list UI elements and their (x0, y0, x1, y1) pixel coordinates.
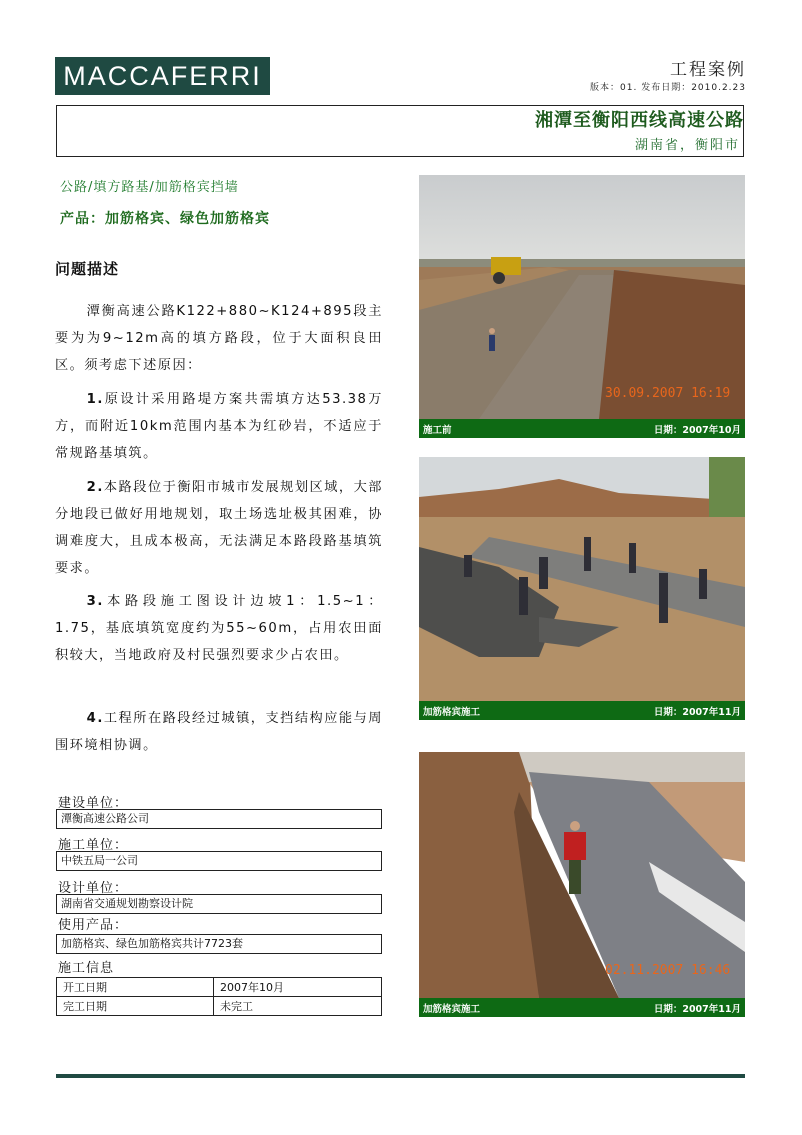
caption-date: 日期：2007年10月 (653, 424, 741, 436)
version-info: 版本：01. 发布日期：2010.2.23 (590, 83, 746, 93)
project-location: 湖南省，衡阳市 (634, 138, 740, 153)
designer-value: 湖南省交通规划勘察设计院 (56, 894, 382, 914)
owner-value: 潭衡高速公路公司 (56, 809, 382, 829)
photo-caption-before (419, 419, 745, 438)
product-line: 产品：加筋格宾、绿色加筋格宾 (60, 211, 270, 227)
caption-date: 日期：2007年11月 (653, 1003, 741, 1015)
item-number: 2. (86, 480, 104, 495)
photo-gabion-construction-2 (419, 752, 745, 998)
photo-timestamp: 30.09.2007 16:19 (605, 386, 731, 401)
caption-left: 加筋格宾施工 (423, 1003, 481, 1015)
document-type: 工程案例 (670, 60, 746, 80)
photo-timestamp: 02.11.2007 16:46 (605, 963, 731, 978)
problem-item-1 (55, 386, 383, 467)
start-date-value: 2007年10月 (214, 978, 382, 997)
item-text: 本路段位于衡阳市城市发展规划区域，大部分地段已做好用地规划，取土场选址极其困难，协调难度大，且成本极高，无法满足本路段路基填筑要求。 (55, 480, 383, 576)
end-date-label: 完工日期 (57, 997, 214, 1016)
problem-item-4 (55, 705, 383, 759)
caption-left: 加筋格宾施工 (423, 706, 481, 718)
project-category: 公路/填方路基/加筋格宾挡墙 (60, 180, 239, 195)
designer-label: 设计单位： (58, 881, 129, 896)
products-value: 加筋格宾、绿色加筋格宾共计7723套 (56, 934, 382, 954)
table-row (57, 978, 382, 997)
problem-heading: 问题描述 (55, 260, 120, 278)
products-label: 使用产品： (58, 918, 129, 933)
maccaferri-logo: MACCAFERRI (55, 57, 270, 95)
project-title: 湘潭至衡阳西线高速公路 (535, 110, 744, 131)
contractor-value: 中铁五局一公司 (56, 851, 382, 871)
contractor-label: 施工单位： (58, 838, 129, 853)
photo-gabion-construction-1 (419, 457, 745, 701)
item-number: 4. (86, 711, 104, 726)
caption-date: 日期：2007年11月 (653, 706, 741, 718)
caption-left: 施工前 (423, 424, 452, 436)
photo-caption-gabion-2 (419, 998, 745, 1017)
owner-label: 建设单位： (58, 796, 129, 811)
footer-divider (56, 1074, 745, 1078)
table-row (57, 997, 382, 1016)
construction-table (56, 977, 382, 1016)
item-number: 1. (86, 392, 104, 407)
end-date-value: 未完工 (214, 997, 382, 1016)
item-text: 本路段施工图设计边坡1：1.5~1：1.75，基底填筑宽度约为55~60m，占用农田面积较大，当地政府及村民强烈要求少占农田。 (55, 594, 383, 663)
problem-item-3 (55, 588, 383, 669)
problem-item-2 (55, 474, 383, 582)
construction-info-label: 施工信息 (58, 961, 115, 976)
problem-intro: 潭衡高速公路K122+880~K124+895段主要为为9~12m高的填方路段，位于大面积良田区。须考虑下述原因： (55, 304, 383, 373)
photo-caption-gabion-1 (419, 701, 745, 720)
photo-before-construction (419, 175, 745, 419)
start-date-label: 开工日期 (57, 978, 214, 997)
item-number: 3. (86, 594, 104, 609)
item-text: 工程所在路段经过城镇，支挡结构应能与周围环境相协调。 (55, 711, 383, 753)
item-text: 原设计采用路堤方案共需填方达53.38万方，而附近10km范围内基本为红砂岩，不适应于常规路基填筑。 (55, 392, 383, 461)
